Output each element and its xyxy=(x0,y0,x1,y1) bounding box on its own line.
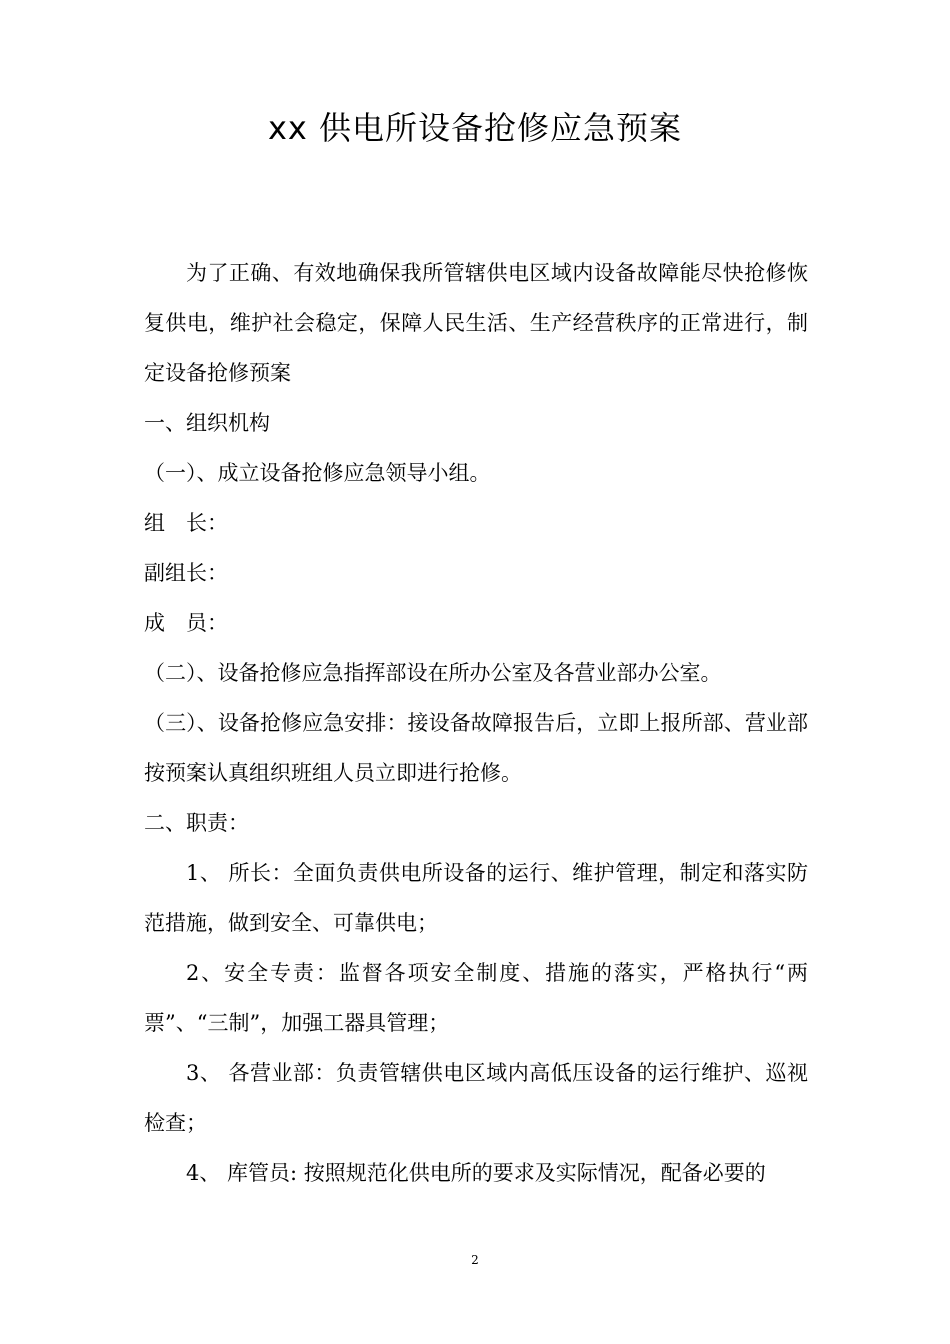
document-title: xx 供电所设备抢修应急预案 xyxy=(267,109,683,147)
duty-item-business-depts: 3、 各营业部：负责管辖供电区域内高低压设备的运行维护、巡视检查； xyxy=(144,1061,808,1135)
intro-paragraph: 为了正确、有效地确保我所管辖供电区域内设备故障能尽快抢修恢复供电，维护社会稳定，保障人民生活、生产经营秩序的正常进行，制定设备抢修预案 xyxy=(144,261,808,385)
leader-line: 组 长： xyxy=(144,511,228,535)
duty-item-warehouse: 4、 库管员: 按照规范化供电所的要求及实际情况，配备必要的 xyxy=(186,1161,766,1185)
duty-item-director: 1、 所长：全面负责供电所设备的运行、维护管理，制定和落实防范措施，做到安全、可靠供电； xyxy=(144,861,808,935)
document-body xyxy=(144,248,808,1198)
section-heading-organization: 一、组织机构 xyxy=(144,411,270,435)
duty-item-safety: 2、安全专责：监督各项安全制度、措施的落实，严格执行“两票”、“三制”，加强工器具管理； xyxy=(144,961,808,1035)
section-heading-duties: 二、职责： xyxy=(144,811,249,835)
subsection-arrangements: （三）、设备抢修应急安排：接设备故障报告后，立即上报所部、营业部按预案认真组织班组人员立即进行抢修。 xyxy=(144,711,808,785)
page-number: 2 xyxy=(471,1253,479,1267)
deputy-leader-line: 副组长： xyxy=(144,561,228,585)
subsection-command-office: （二）、设备抢修应急指挥部设在所办公室及各营业部办公室。 xyxy=(144,661,722,685)
subsection-leadership-group: （一）、成立设备抢修应急领导小组。 xyxy=(144,461,491,485)
members-line: 成 员： xyxy=(144,611,228,635)
